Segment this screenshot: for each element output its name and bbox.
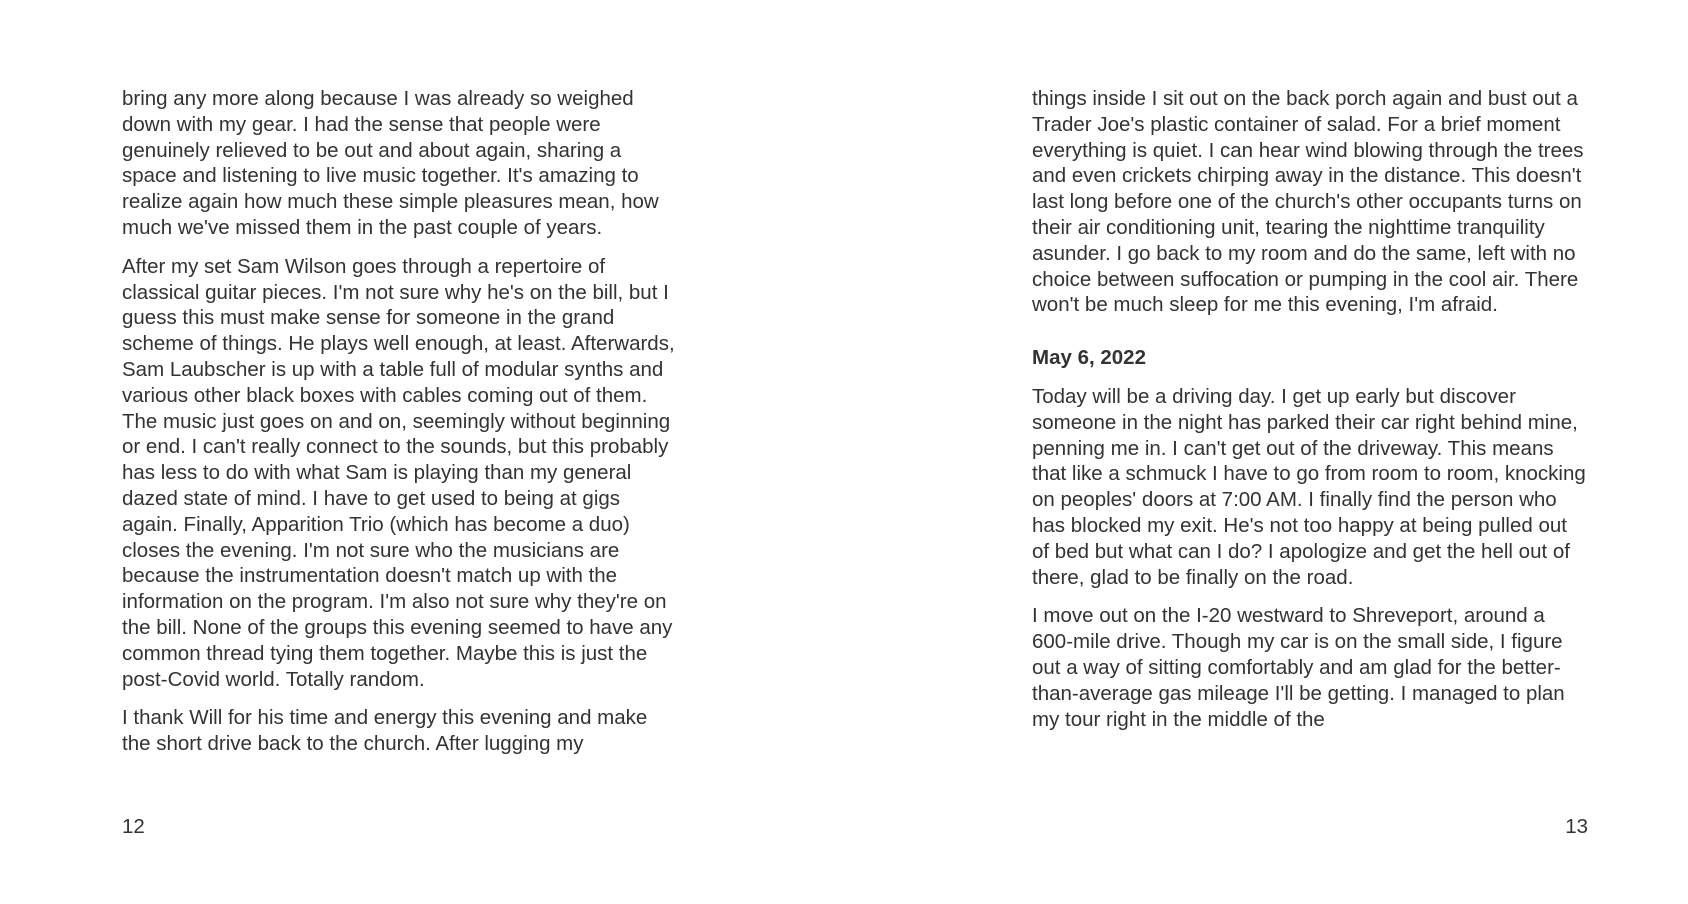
page-number-right: 13 <box>1565 815 1588 838</box>
left-page-text <box>122 86 678 770</box>
paragraph: things inside I sit out on the back porch again and bust out a Trader Joe's plastic container of salad. For a brief moment everything is quiet. I can hear wind blowing through the trees and even crickets chirping away in the distance. This doesn't last long before one of the church's other occupants turns on their air conditioning unit, tearing the nighttime tranquility asunder. I go back to my room and do the same, left with no choice between suffocation or pumping in the cool air. There won't be much sleep for me this evening, I'm afraid. <box>1032 87 1584 317</box>
paragraph: Today will be a driving day. I get up early but discover someone in the night has parked their car right behind mine, penning me in. I can't get out of the driveway. This means that like a schmuck I have to go from room to room, knocking on peoples' doors at 7:00 AM. I finally find the person who has blocked my exit. He's not too happy at being pulled out of bed but what can I do? I apologize and get the hell out of there, glad to be finally on the road. <box>1032 384 1586 589</box>
left-page <box>122 0 678 904</box>
right-page-text <box>1032 86 1588 745</box>
paragraph: I thank Will for his time and energy this evening and make the short drive back to the church. After lugging my <box>122 706 648 756</box>
paragraph: I move out on the I-20 westward to Shreveport, around a 600-mile drive. Though my car is on the small side, I figure out a way of sitting comfortably and am glad for the better-than-average gas mileage I'll be getting. I managed to plan my tour right in the middle of the <box>1032 604 1565 731</box>
paragraph: bring any more along because I was already so weighed down with my gear. I had the sense that people were genuinely relieved to be out and about again, sharing a space and listening to live music together. It's amazing to realize again how much these simple pleasures mean, how much we've missed them in the past couple of years. <box>122 87 659 239</box>
date-heading: May 6, 2022 <box>1032 346 1146 370</box>
page-number-left: 12 <box>122 815 145 838</box>
right-page <box>1032 0 1588 904</box>
paragraph: After my set Sam Wilson goes through a repertoire of classical guitar pieces. I'm not sure why he's on the bill, but I guess this must make sense for someone in the grand scheme of things. He plays well enough, at least. Afterwards, Sam Laubscher is up with a table full of modular synths and various other black boxes with cables coming out of them. The music just goes on and on, seemingly without beginning or end. I can't really connect to the sounds, but this probably has less to do with what Sam is playing than my general dazed state of mind. I have to get used to being at gigs again. Finally, Apparition Trio (which has become a duo) closes the evening. I'm not sure who the musicians are because the instrumentation doesn't match up with the information on the program. I'm also not sure why they're on the bill. None of the groups this evening seemed to have any common thread tying them together. Maybe this is just the post-Covid world. Totally random. <box>122 254 675 691</box>
